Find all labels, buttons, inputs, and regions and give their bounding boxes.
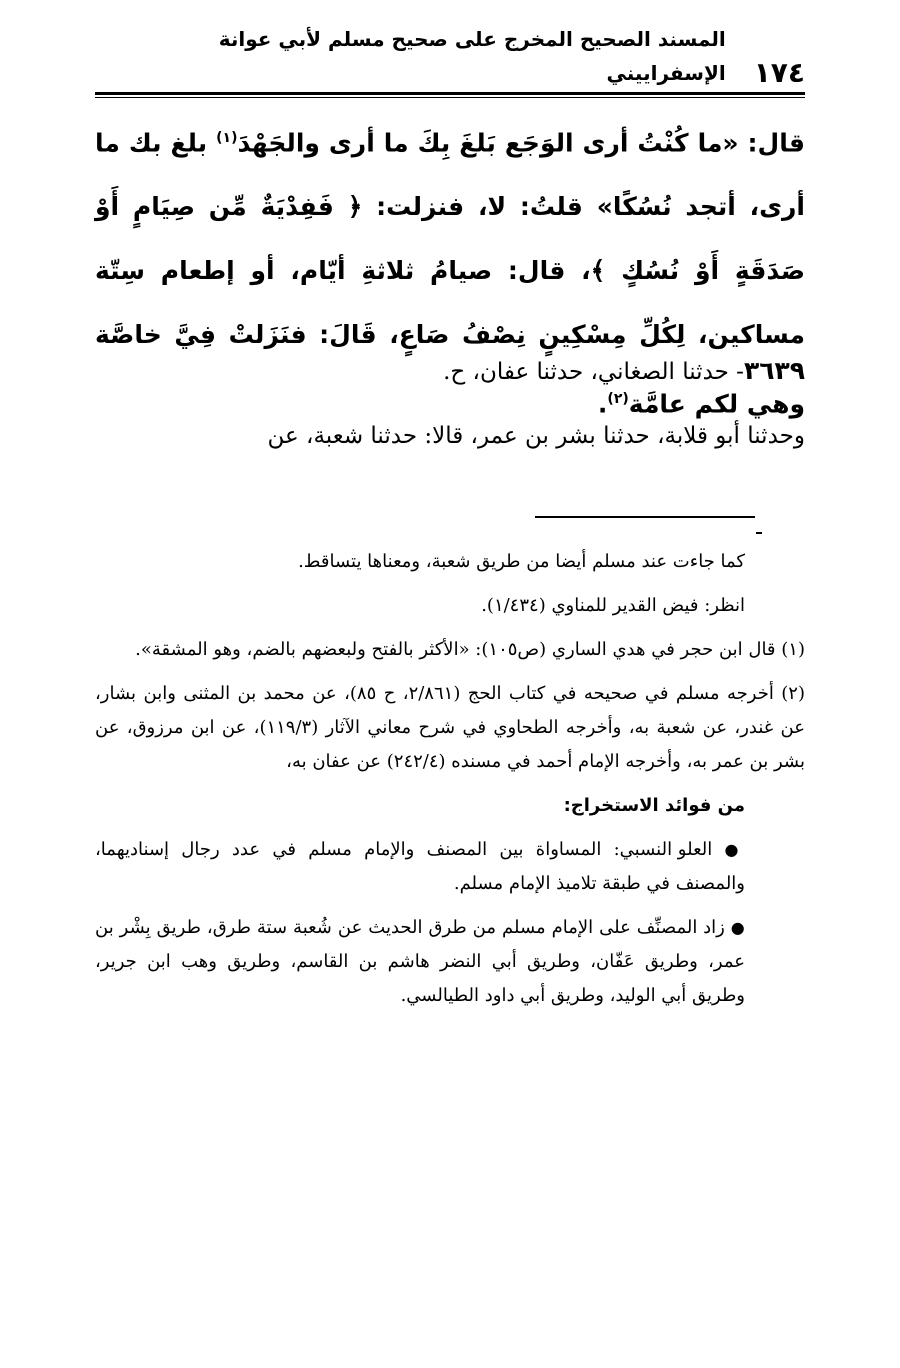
hadith-text-part2: بلغ بك ما أرى، أتجد نُسُكًا» قلتُ: لا، فنزلت: ﴿ فَفِدْيَةٌ مِّن صِيَامٍ أَوْ صَدَقَةٍ أَوْ نُسُكٍ ﴾، قال: صيامُ ثلاثةِ أيّام، أو إطعام سِتّة مساكين، لِكُلِّ مِسْكِينٍ نِصْفُ صَاعٍ، قَالَ: فنَزَلتْ فِيَّ خاصَّة وهي لكم عامَّة <box>95 128 805 419</box>
hadith-text-part1: قال: «ما كُنْتُ أرى الوَجَع بَلغَ بِكَ ما أرى والجَهْدَ <box>237 128 805 158</box>
hadith-text-end: . <box>597 389 608 419</box>
benefit-item-2 <box>95 911 805 1013</box>
benefit-text-1: العلو النسبي: المساواة بين المصنف والإمام مسلم في عدد رجال إسناديهما، والمصنف في طبقة تلاميذ الإمام مسلم. <box>95 839 745 894</box>
hadith-isnad-text-1: - حدثنا الصغاني، حدثنا عفان، ح. <box>443 359 744 385</box>
hadith-isnad-text-2: وحدثنا أبو قلابة، حدثنا بشر بن عمر، قالا: حدثنا شعبة، عن <box>267 423 805 449</box>
running-title: المسند الصحيح المخرج على صحيح مسلم لأبي عوانة الإسفراييني <box>218 27 726 85</box>
page-number: ١٧٤ <box>753 56 805 89</box>
footnote-marker-1: (١) <box>216 130 238 146</box>
benefits-heading: من فوائد الاستخراج: <box>563 795 745 816</box>
footnote-1: (١) قال ابن حجر في هدي الساري (ص١٠٥): «الأكثر بالفتح ولبعضهم بالضم، وهو المشقة». <box>135 639 805 660</box>
hadith-isnad-line-2 <box>95 416 805 456</box>
footnote-separator-tick <box>756 532 762 534</box>
page-header <box>95 27 805 90</box>
benefit-item-1 <box>95 833 805 901</box>
footnotes <box>95 545 805 1023</box>
hadith-number: ٣٦٣٩ <box>743 356 805 385</box>
footnote-2: (٢) أخرجه مسلم في صحيحه في كتاب الحج (٢/٨٦١، ح ٨٥)، عن محمد بن المثنى وابن بشار، عن غندر، عن شعبة به، وأخرجه الطحاوي في شرح معاني الآثار (١١٩/٣)، عن ابن مرزوق، عن بشر بن عمر به، وأخرجه الإمام أحمد في مسنده (٢٤٢/٤) عن عفان به، <box>95 683 805 772</box>
header-rule-thin <box>95 97 805 98</box>
footnote-carryover-2: انظر: فيض القدير للمناوي (١/٤٣٤). <box>481 595 745 616</box>
header-rule-thick <box>95 92 805 95</box>
hadith-isnad-line-1 <box>95 351 805 392</box>
bullet-icon: ● <box>730 918 745 937</box>
benefit-text-2: زاد المصنِّف على الإمام مسلم من طرق الحديث عن شُعبة ستة طرق، طريق بِشْر بن عمر، وطريق عَفّان، وطريق أبي النضر هاشم بن القاسم، وطريق وهب ابن جرير، وطريق أبي الوليد، وطريق أبي داود الطيالسي. <box>95 917 745 1006</box>
footnote-marker-2: (٢) <box>607 391 629 408</box>
footnote-carryover-1: كما جاءت عند مسلم أيضا من طريق شعبة، ومعناها يتساقط. <box>298 551 745 572</box>
footnote-separator <box>535 516 755 518</box>
bullet-icon: ● <box>724 840 745 859</box>
